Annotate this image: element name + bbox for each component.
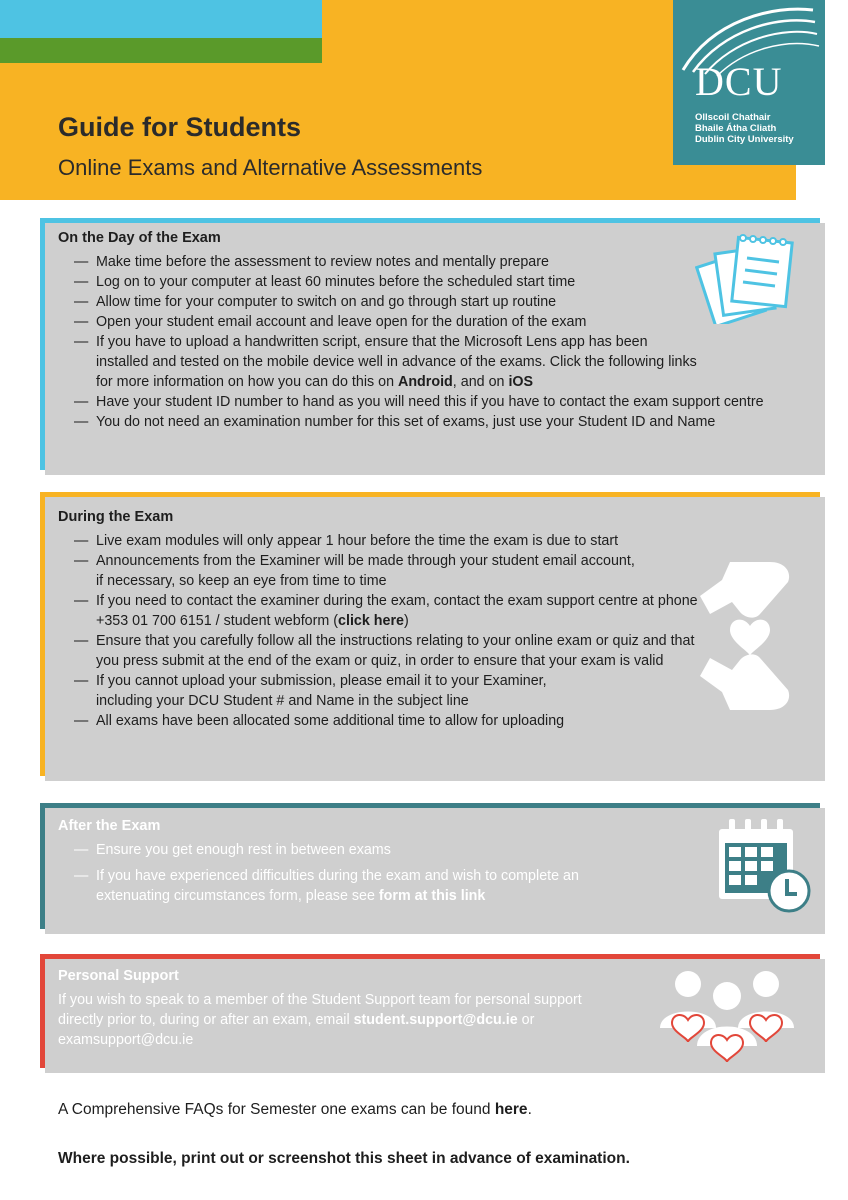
- support-email-link[interactable]: student.support@dcu.ie: [353, 1012, 518, 1028]
- print-note: Where possible, print out or screenshot this sheet in advance of examination.: [58, 1150, 630, 1167]
- day-list: [58, 252, 802, 432]
- hands-heart-icon: [700, 552, 800, 722]
- list-item: — If you have to upload a handwritten script, ensure that the Microsoft Lens app has been installed and tested on the mobile device well in advance of the exams. Click the following links for more information on how you can do this on Android, and on iOS: [74, 334, 697, 390]
- form-link[interactable]: form at this link: [378, 888, 486, 904]
- people-hearts-icon: [652, 962, 802, 1062]
- after-heading: After the Exam: [58, 818, 161, 834]
- calendar-clock-icon: [715, 817, 811, 913]
- faq-note: A Comprehensive FAQs for Semester one exams can be found here.: [58, 1101, 532, 1118]
- dcu-logo: [673, 0, 825, 165]
- list-item: — You do not need an examination number for this set of exams, just use your Student ID and Name: [74, 414, 716, 430]
- support-text: If you wish to speak to a member of the Student Support team for personal support directly prior to, during or after an exam, email student.support@dcu.ie or examsupport@dcu.ie: [58, 992, 582, 1048]
- list-item: — If you need to contact the examiner during the exam, contact the exam support centre at phone +353 01 700 6151 / student webform (click here): [74, 593, 698, 629]
- during-heading: During the Exam: [58, 509, 174, 525]
- day-heading: On the Day of the Exam: [58, 230, 221, 246]
- after-exam-card: [40, 803, 820, 929]
- accent-stripe-green: [0, 38, 322, 63]
- list-item: — Open your student email account and leave open for the duration of the exam: [74, 314, 587, 330]
- list-item: — Live exam modules will only appear 1 hour before the time the exam is due to start: [74, 533, 619, 549]
- logo-line-2: Bhaile Átha Cliath: [695, 123, 777, 134]
- page-title: Guide for Students: [58, 112, 301, 142]
- list-item: — If you cannot upload your submission, please email it to your Examiner, including your DCU Student # and Name in the subject line: [74, 673, 547, 709]
- list-item: — If you have experienced difficulties during the exam and wish to complete an extenuating circumstances form, please see form at this link: [74, 868, 579, 904]
- list-item: — Announcements from the Examiner will be made through your student email account, if necessary, so keep an eye from time to time: [74, 553, 635, 589]
- logo-line-3: Dublin City University: [695, 134, 794, 145]
- list-item: — Ensure that you carefully follow all the instructions relating to your online exam or quiz and that you press submit at the end of the exam or quiz, in order to ensure that your exam is valid: [74, 633, 695, 669]
- list-item: — Log on to your computer at least 60 minutes before the scheduled start time: [74, 274, 576, 290]
- logo-line-1: Ollscoil Chathair: [695, 112, 771, 123]
- page-subtitle: Online Exams and Alternative Assessments: [58, 155, 483, 180]
- ios-link[interactable]: iOS: [508, 374, 534, 390]
- list-item: — Allow time for your computer to switch on and go through start up routine: [74, 294, 557, 310]
- faq-link[interactable]: here: [494, 1101, 528, 1118]
- list-item: — Make time before the assessment to review notes and mentally prepare: [74, 254, 549, 270]
- list-item: — Ensure you get enough rest in between exams: [74, 842, 391, 858]
- during-list: [58, 531, 802, 731]
- logo-mark: DCU: [695, 59, 783, 104]
- webform-link[interactable]: click here: [338, 613, 405, 629]
- accent-stripe-blue: [0, 0, 322, 38]
- list-item: — Have your student ID number to hand as you will need this if you have to contact the exam support centre: [74, 394, 764, 410]
- android-link[interactable]: Android: [398, 374, 453, 390]
- list-item: — All exams have been allocated some additional time to allow for uploading: [74, 713, 565, 729]
- personal-support-card: [40, 954, 820, 1068]
- day-of-exam-card: [40, 218, 820, 470]
- after-list: [58, 840, 802, 906]
- during-exam-card: [40, 492, 820, 776]
- support-heading: Personal Support: [58, 968, 179, 984]
- documents-icon: [695, 228, 803, 324]
